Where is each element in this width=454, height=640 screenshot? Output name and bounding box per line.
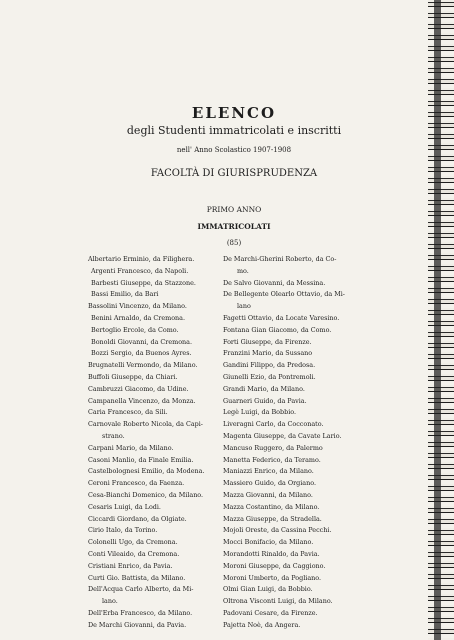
list-item: Benini Arnaldo, da Cremona. [91, 313, 185, 322]
list-item: Maniazzi Enrico, da Milano. [223, 467, 314, 476]
list-item: Massiero Guido, da Orgiano. [223, 479, 316, 488]
list-item: Moroni Giuseppe, da Caggiono. [223, 561, 326, 570]
list-item: Cesaris Luigi, da Lodi. [88, 502, 161, 511]
list-item: Curti Gio. Battista, da Milano. [88, 573, 186, 582]
academic-year: nell' Anno Scolastico 1907-1908 [176, 146, 292, 154]
list-item: Franzini Mario, da Sussano [223, 349, 313, 358]
list-item: strano. [102, 431, 125, 440]
list-item: Liveragni Carlo, da Cocconato. [223, 420, 324, 429]
list-item: Campanella Vincenzo, da Monza. [88, 396, 196, 405]
list-item: Magenta Giuseppe, da Cavate Lario. [223, 431, 342, 440]
list-item: Cirio Italo, da Torino. [88, 526, 158, 535]
list-item: Gandini Filippo, da Predosa. [223, 361, 316, 370]
list-item: Casoni Manlio, da Finale Emilia. [88, 455, 194, 464]
list-item: Castelbolognesi Emilio, da Modena. [88, 467, 205, 476]
list-item: Olmi Gian Luigi, da Bobbio. [223, 585, 313, 594]
list-item: De Salvo Giovanni, da Messina. [223, 278, 326, 287]
list-item: mo. [237, 266, 249, 275]
list-item: Mazza Costantino, da Milano. [223, 502, 320, 511]
list-item: Dell'Acqua Carlo Alberto, da Mi- [88, 585, 194, 594]
list-item: Bonoldi Giovanni, da Cremona. [91, 337, 192, 346]
list-item: Mojoli Oreste, da Cassina Pecchi. [223, 526, 332, 535]
list-item: Padovani Cesare, da Firenze. [223, 608, 318, 617]
list-item: Mancuso Ruggero, da Palermo [223, 443, 323, 452]
list-item: Manetta Federico, da Teramo. [223, 455, 321, 464]
list-item: Cambruzzi Giacomo, da Udine. [88, 384, 189, 393]
list-item: Forti Giuseppe, da Firenze. [223, 337, 312, 346]
list-item: Cristiani Enrico, da Pavia. [88, 561, 173, 570]
list-item: Guarneri Guido, da Pavia. [223, 396, 307, 405]
student-list-left [88, 254, 222, 632]
list-item: Moroni Umberto, da Pogliano. [223, 573, 322, 582]
list-item: Dell'Erba Francesco, da Milano. [88, 608, 193, 617]
list-item: Bertoglio Ercole, da Como. [91, 325, 179, 334]
list-item: Buffoli Giuseppe, da Chiari. [88, 372, 178, 381]
list-item: Carpani Mario, da Milano. [88, 443, 174, 452]
faculty-heading: FACOLTÀ DI GIURISPRUDENZA [150, 168, 318, 179]
list-item: De Marchi-Gherini Roberto, da Co- [223, 255, 337, 263]
student-list-right [223, 254, 369, 632]
list-item: Fontana Gian Giacomo, da Como. [223, 325, 332, 334]
list-item: Conti Vileaido, da Cremona. [88, 549, 180, 558]
list-item: Bozzi Sergio, da Buenos Ayres. [91, 349, 192, 358]
list-item: Caria Francesco, da Sili. [88, 408, 168, 417]
list-item: De Marchi Giovanni, da Pavia. [88, 620, 187, 629]
list-item: Cesa-Bianchi Domenico, da Milano. [88, 490, 204, 499]
document-title: ELENCO [191, 104, 277, 122]
document-subtitle: degli Studenti immatricolati e inscritti [126, 124, 342, 137]
page-binding-edge [428, 0, 454, 640]
list-item: Grandi Mario, da Milano. [223, 384, 305, 393]
list-item: lano. [102, 597, 118, 606]
section-heading: PRIMO ANNO [206, 205, 262, 214]
list-item: Pajetta Noè, da Angera. [223, 620, 301, 629]
list-item: Oltrona Visconti Luigi, da Milano. [223, 597, 333, 606]
list-item: Mazza Giovanni, da Milano. [223, 490, 313, 499]
list-item: Morandotti Rinaldo, da Pavia. [223, 549, 320, 558]
list-item: Mazza Giuseppe, da Stradella. [223, 514, 322, 523]
list-item: Legè Luigi, da Bobbio. [223, 408, 296, 417]
list-item: De Bellegente Olearlo Ottavio, da Mi- [223, 290, 345, 299]
list-item: Barbesti Giuseppe, da Stazzone. [91, 278, 196, 287]
list-item: Albertario Erminio, da Filighera. [88, 255, 195, 263]
list-item: Bassolini Vincenzo, da Milano. [88, 302, 187, 311]
list-item: Brugnatelli Vermondo, da Milano. [88, 361, 198, 370]
list-item: Ciccardi Giordano, da Olgiate. [88, 514, 187, 523]
list-item: Carnovale Roberto Nicola, da Capi- [88, 420, 203, 429]
list-item: Bassi Emilio, da Bari [91, 290, 159, 299]
list-item: Mocci Bonifacio, da Milano. [223, 538, 314, 547]
list-item: Ceroni Francesco, da Faenza. [88, 479, 185, 488]
student-count: (85) [226, 239, 242, 247]
subsection-heading: IMMATRICOLATI [197, 222, 271, 231]
list-item: Argenti Francesco, da Napoli. [91, 266, 189, 275]
list-item: Colonelli Ugo, da Cremona. [88, 538, 178, 547]
list-item: lano [237, 302, 251, 311]
list-item: Giunelli Ezio, da Pontremoli. [223, 372, 316, 381]
list-item: Fagetti Ottavio, da Locate Varesino. [223, 313, 340, 322]
